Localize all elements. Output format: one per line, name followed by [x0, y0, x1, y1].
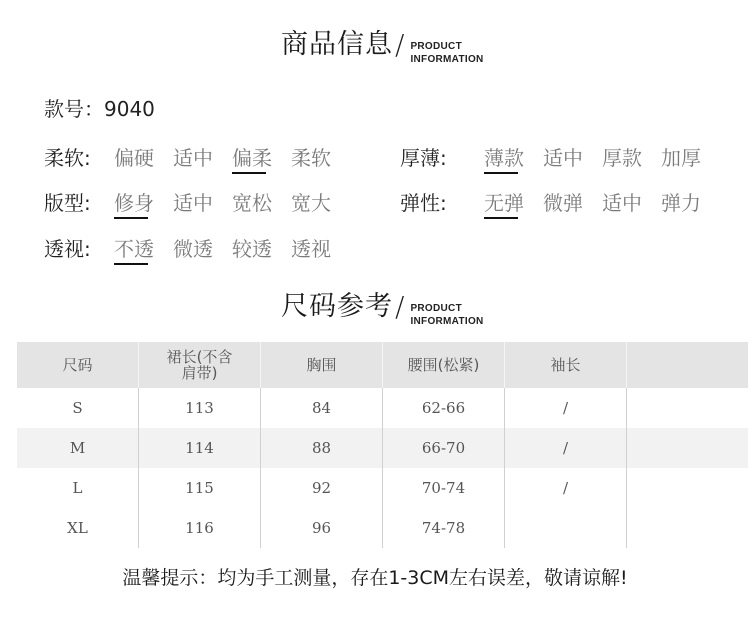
attr-elasticity: [400, 186, 720, 216]
table-cell: 113: [139, 388, 261, 428]
table-cell: 66-70: [383, 428, 505, 468]
table-cell: 88: [261, 428, 383, 468]
heading-sub-line1: PRODUCT: [410, 41, 462, 52]
column-header: [627, 342, 749, 388]
table-cell: [627, 428, 749, 468]
product-info-title: 商品信息: [281, 29, 393, 60]
attr-option: 柔软: [291, 145, 331, 170]
attr-transparency: [44, 232, 350, 262]
table-cell: 70-74: [383, 468, 505, 508]
attr-option: 偏柔: [232, 142, 291, 171]
attr-option: 微弹: [543, 190, 583, 215]
attr-option: 适中: [543, 145, 583, 170]
attr-thickness: [400, 141, 720, 171]
table-cell: /: [505, 428, 627, 468]
size-heading: [281, 290, 484, 328]
style-number: 款号：9040: [44, 97, 155, 121]
attr-label: 透视:: [44, 236, 91, 261]
attr-option: 弹力: [661, 190, 701, 215]
attr-option: 薄款: [484, 142, 543, 171]
column-header: 胸围: [261, 342, 383, 388]
table-cell: 96: [261, 508, 383, 548]
table-cell: M: [17, 428, 139, 468]
table-row: [17, 428, 748, 468]
heading-subtitle: [410, 40, 483, 66]
attr-option: 加厚: [661, 145, 701, 170]
table-cell: 116: [139, 508, 261, 548]
attr-option: 无弹: [484, 187, 543, 216]
attr-option: 宽大: [291, 190, 331, 215]
product-info-heading: [281, 28, 484, 66]
table-row: [17, 388, 748, 428]
heading-sub-line1: PRODUCT: [410, 303, 462, 314]
table-cell: [505, 508, 627, 548]
attr-option: 较透: [232, 236, 272, 261]
table-cell: 114: [139, 428, 261, 468]
column-header: 腰围(松紧): [383, 342, 505, 388]
table-row: [17, 468, 748, 508]
attr-option: 宽松: [232, 190, 272, 215]
table-cell: 74-78: [383, 508, 505, 548]
attr-option: 偏硬: [114, 145, 154, 170]
heading-sub-line2: INFORMATION: [410, 316, 484, 327]
table-cell: L: [17, 468, 139, 508]
heading-subtitle: [410, 302, 483, 328]
attr-option: 厚款: [602, 145, 642, 170]
attr-option: 适中: [602, 190, 642, 215]
size-table: [17, 342, 748, 548]
attr-option: 不透: [114, 233, 173, 262]
table-row: [17, 508, 748, 548]
table-cell: /: [505, 468, 627, 508]
column-header: 袖长: [505, 342, 627, 388]
column-header: 裙长(不含肩带): [139, 342, 261, 388]
table-cell: 115: [139, 468, 261, 508]
table-cell: S: [17, 388, 139, 428]
table-cell: [627, 388, 749, 428]
table-cell: [627, 468, 749, 508]
size-heading-title: 尺码参考: [281, 291, 393, 322]
column-header: 尺码: [17, 342, 139, 388]
attr-option: 微透: [173, 236, 213, 261]
attr-option: 适中: [173, 145, 213, 170]
measurement-note: 温馨提示：均为手工测量，存在1-3CM左右误差，敬请谅解!: [122, 567, 628, 589]
attr-label: 版型:: [44, 190, 91, 215]
table-header-row: [17, 342, 748, 388]
attr-fit: [44, 186, 350, 216]
table-cell: [627, 508, 749, 548]
table-cell: 92: [261, 468, 383, 508]
attr-option: 修身: [114, 187, 173, 216]
table-cell: 62-66: [383, 388, 505, 428]
heading-slash: /: [395, 28, 405, 61]
heading-slash: /: [395, 290, 405, 323]
heading-sub-line2: INFORMATION: [410, 54, 484, 65]
table-cell: /: [505, 388, 627, 428]
attr-label: 厚薄:: [400, 145, 447, 170]
attr-option: 透视: [291, 236, 331, 261]
attr-label: 柔软:: [44, 145, 91, 170]
attr-option: 适中: [173, 190, 213, 215]
attr-softness: [44, 141, 350, 171]
table-cell: XL: [17, 508, 139, 548]
attr-label: 弹性:: [400, 190, 447, 215]
table-cell: 84: [261, 388, 383, 428]
